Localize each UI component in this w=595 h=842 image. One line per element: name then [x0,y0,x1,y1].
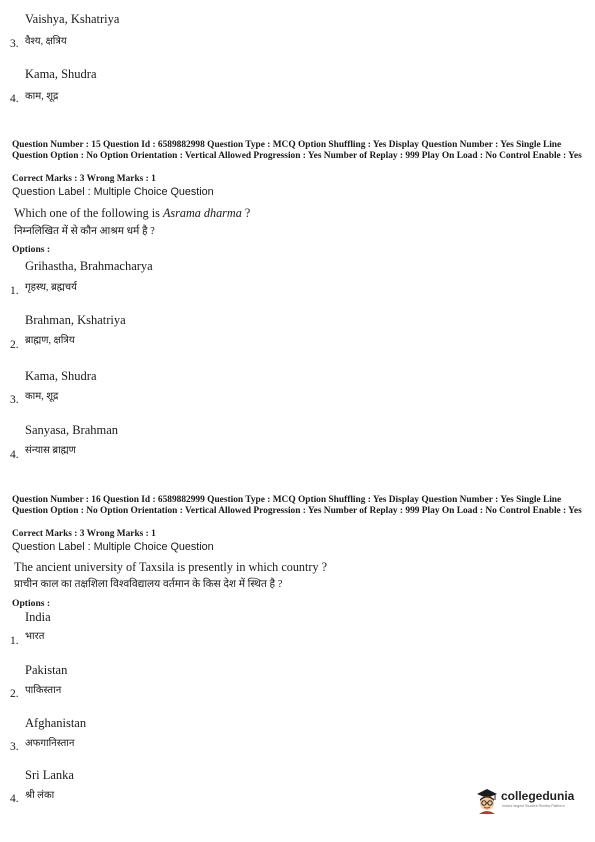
q16-option-2-number: 2. [10,688,19,700]
q15-question-text-en [14,206,250,221]
q16-option-3-en: Afghanistan [25,716,87,730]
q15-option-3-en: Kama, Shudra [25,369,97,383]
prev-option-4-number: 4. [10,93,19,105]
q15-text-pre: Which one of the following is [14,206,163,220]
q16-option-1-en: India [25,610,51,624]
q16-option-2-en: Pakistan [25,663,68,677]
q16-option-3-hi: अफगानिस्तान [25,738,75,749]
q15-option-2-number: 2. [10,339,19,351]
q16-option-1-number: 1. [10,635,19,647]
q15-option-2-hi: ब्राह्मण, क्षत्रिय [25,335,75,346]
q16-option-4-number: 4. [10,793,19,805]
q15-question-text-hi: निम्नलिखित में से कौन आश्रम धर्म है ? [14,226,155,237]
q15-options-heading: Options : [12,244,51,255]
q15-metadata: Question Number : 15 Question Id : 6589882998 Question Type : MCQ Option Shuffling : Yes Display Question Number : Yes Single Line Question Option : No Option Orientation : Vertical Allowed Progression : Yes Number of Replay : 999 Play On Load : No Control Enable : Yes [12,140,582,161]
logo-tagline: India's largest Student Review Platform [502,804,565,808]
q15-option-3-hi: काम, शूद्र [25,391,59,402]
q15-option-4-en: Sanyasa, Brahman [25,423,119,437]
q16-question-text-en: The ancient university of Taxsila is presently in which country ? [14,560,328,574]
q15-option-3-number: 3. [10,394,19,406]
q15-option-1-en: Grihastha, Brahmacharya [25,259,153,273]
prev-option-4-hi: काम, शूद्र [25,91,59,102]
prev-option-3-number: 3. [10,38,19,50]
student-mascot-icon [475,787,499,815]
q16-marks: Correct Marks : 3 Wrong Marks : 1 [12,529,156,539]
q15-text-post: ? [241,206,251,220]
q15-marks: Correct Marks : 3 Wrong Marks : 1 [12,174,156,184]
q15-text-em: Asrama dharma [162,206,242,220]
q16-option-2-hi: पाकिस्तान [25,685,62,696]
q16-option-1-hi: भारत [25,631,45,642]
q16-option-4-hi: श्री लंका [25,790,55,801]
q15-option-1-hi: गृहस्थ, ब्रह्मचर्य [25,282,77,293]
prev-option-3-hi: वैश्य, क्षत्रिय [25,36,67,47]
q16-option-4-en: Sri Lanka [25,768,74,782]
logo-wordmark: collegedunia [501,789,575,803]
q16-question-text-hi: प्राचीन काल का तक्षशिला विश्वविद्यालय वर्तमान के किस देश में स्थित है ? [14,579,283,590]
q15-option-4-hi: संन्यास ब्राह्मण [25,445,76,456]
prev-option-3-en: Vaishya, Kshatriya [25,12,120,26]
q15-question-label: Question Label : Multiple Choice Question [12,186,214,198]
q16-option-3-number: 3. [10,741,19,753]
q15-option-2-en: Brahman, Kshatriya [25,313,126,327]
q15-option-1-number: 1. [10,285,19,297]
q16-metadata: Question Number : 16 Question Id : 6589882999 Question Type : MCQ Option Shuffling : Yes Display Question Number : Yes Single Line Question Option : No Option Orientation : Vertical Allowed Progression : Yes Number of Replay : 999 Play On Load : No Control Enable : Yes [12,495,582,516]
prev-option-4-en: Kama, Shudra [25,67,97,81]
q16-options-heading: Options : [12,598,51,609]
q15-option-4-number: 4. [10,449,19,461]
q16-question-label: Question Label : Multiple Choice Question [12,541,214,553]
collegedunia-logo [475,787,575,817]
